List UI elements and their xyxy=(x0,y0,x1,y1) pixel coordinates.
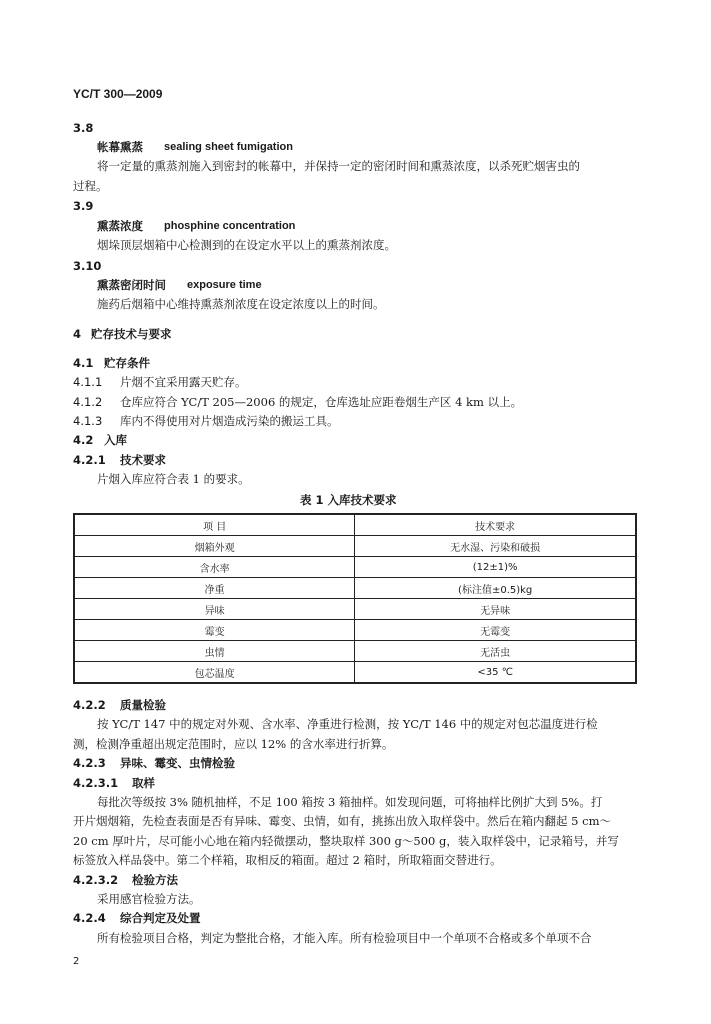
table-row xyxy=(74,599,636,620)
table-cell: 含水率 xyxy=(74,557,355,578)
table-cell: 异味 xyxy=(74,599,355,620)
term-en: exposure time xyxy=(187,279,262,291)
clause-number: 4.2.2 xyxy=(73,698,106,712)
clause-number: 4.1.1 xyxy=(73,375,103,389)
clause-text: 开片烟烟箱，先检查表面是否有异味、霉变、虫情，如有，挑拣出放入取样袋中。然后在箱内翻起 5 cm～ xyxy=(73,814,611,828)
table-caption: 表 1 入库技术要求 xyxy=(300,493,397,507)
definition-text: 过程。 xyxy=(73,179,108,193)
table-header-row xyxy=(74,514,636,536)
clause-text: 采用感官检验方法。 xyxy=(97,892,201,906)
term-en: phosphine concentration xyxy=(164,220,296,232)
clause-title: 质量检验 xyxy=(120,698,166,712)
table-cell: <35 ℃ xyxy=(355,662,636,684)
clause-number: 4.2 xyxy=(73,433,94,447)
clause-title: 入库 xyxy=(104,433,127,447)
table-cell: 净重 xyxy=(74,578,355,599)
clause-text: 库内不得使用对片烟造成污染的搬运工具。 xyxy=(120,414,339,428)
term-cn: 熏蒸密闭时间 xyxy=(97,278,166,292)
clause-number: 4.1.3 xyxy=(73,414,103,428)
table-cell: 包芯温度 xyxy=(74,662,355,684)
intake-requirements-table xyxy=(73,513,637,684)
clause-title: 综合判定及处置 xyxy=(120,911,201,925)
term-cn: 熏蒸浓度 xyxy=(97,219,143,233)
table-row xyxy=(74,620,636,641)
page-number: 2 xyxy=(73,956,80,967)
clause-text: 标签放入样品袋中。第二个样箱，取相反的箱面。超过 2 箱时，所取箱面交替进行。 xyxy=(73,853,502,867)
clause-number: 4.2.3.2 xyxy=(73,873,119,887)
clause-text: 所有检验项目合格，判定为整批合格，才能入库。所有检验项目中一个单项不合格或多个单项不合 xyxy=(97,931,592,945)
clause-text: 仓库应符合 YC/T 205—2006 的规定，仓库选址应距卷烟生产区 4 km 以上。 xyxy=(120,395,523,409)
clause-text: 片烟入库应符合表 1 的要求。 xyxy=(97,472,250,486)
clause-text: 每批次等级按 3% 随机抽样，不足 100 箱按 3 箱抽样。如发现问题，可将抽样比例扩大到 5%。打 xyxy=(97,795,603,809)
clause-title: 取样 xyxy=(132,776,155,790)
clause-title: 异味、霉变、虫情检验 xyxy=(120,756,235,770)
clause-number: 4.2.4 xyxy=(73,911,106,925)
clause-number: 3.8 xyxy=(73,121,94,135)
clause-number: 4.2.3 xyxy=(73,756,106,770)
table-header-cell: 技术要求 xyxy=(355,514,636,536)
table-cell: 无活虫 xyxy=(355,641,636,662)
clause-number: 4.2.1 xyxy=(73,453,106,467)
definition-text: 将一定量的熏蒸剂施入到密封的帐幕中，并保持一定的密闭时间和熏蒸浓度，以杀死贮烟害虫的 xyxy=(97,159,580,173)
clause-text: 片烟不宜采用露天贮存。 xyxy=(120,375,247,389)
section-number: 4 xyxy=(73,327,82,341)
clause-text: 按 YC/T 147 中的规定对外观、含水率、净重进行检测，按 YC/T 146 中的规定对包芯温度进行检 xyxy=(97,717,598,731)
clause-number: 4.1.2 xyxy=(73,395,103,409)
definition-text: 施药后烟箱中心维持熏蒸剂浓度在设定浓度以上的时间。 xyxy=(97,297,385,311)
clause-number: 4.1 xyxy=(73,356,94,370)
table-cell: 无异味 xyxy=(355,599,636,620)
table-cell: 烟箱外观 xyxy=(74,536,355,557)
clause-number: 4.2.3.1 xyxy=(73,776,119,790)
table-row xyxy=(74,557,636,578)
clause-title: 技术要求 xyxy=(120,453,166,467)
table-cell: (标注值±0.5)kg xyxy=(355,578,636,599)
table-header-cell: 项 目 xyxy=(74,514,355,536)
table-row xyxy=(74,536,636,557)
definition-text: 烟垛顶层烟箱中心检测到的在设定水平以上的熏蒸剂浓度。 xyxy=(97,238,396,252)
section-title: 贮存技术与要求 xyxy=(91,327,172,341)
term-en: sealing sheet fumigation xyxy=(164,141,293,153)
table-cell: (12±1)% xyxy=(355,557,636,578)
clause-title: 检验方法 xyxy=(132,873,178,887)
clause-text: 20 cm 厚叶片，尽可能小心地在箱内轻微摆动，整块取样 300 g～500 g，装入取样袋中，记录箱号，并写 xyxy=(73,834,619,848)
clause-number: 3.9 xyxy=(73,199,94,213)
page-header: YC/T 300—2009 xyxy=(73,87,163,101)
table-row xyxy=(74,641,636,662)
table-cell: 无水湿、污染和破损 xyxy=(355,536,636,557)
clause-title: 贮存条件 xyxy=(104,356,150,370)
term-cn: 帐幕熏蒸 xyxy=(97,140,143,154)
table-cell: 霉变 xyxy=(74,620,355,641)
table-row xyxy=(74,662,636,684)
table-cell: 虫情 xyxy=(74,641,355,662)
table-row xyxy=(74,578,636,599)
table-cell: 无霉变 xyxy=(355,620,636,641)
clause-number: 3.10 xyxy=(73,259,102,273)
clause-text: 测，检测净重超出规定范围时，应以 12% 的含水率进行折算。 xyxy=(73,737,394,751)
